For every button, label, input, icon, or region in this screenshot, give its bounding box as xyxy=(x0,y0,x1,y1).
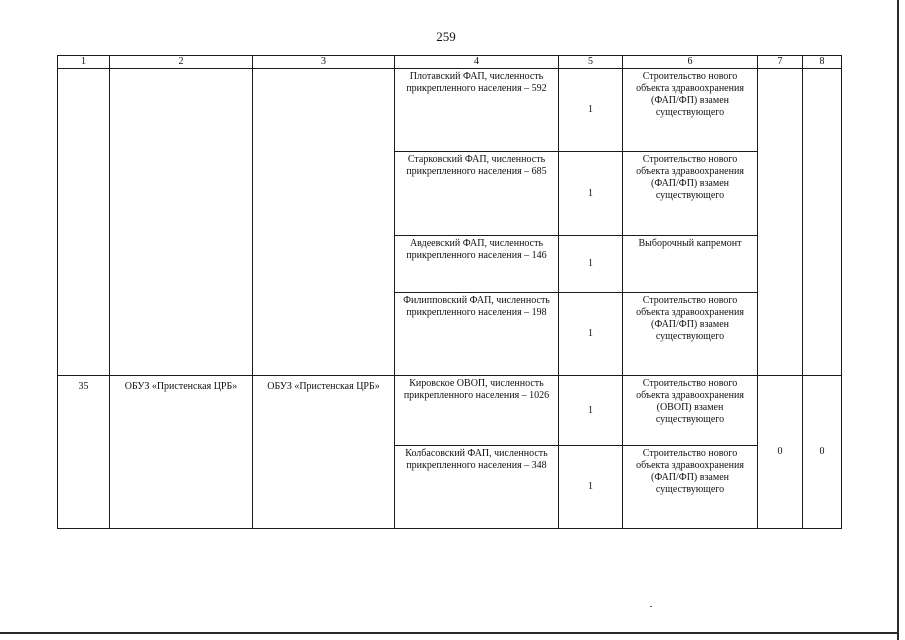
scan-speck xyxy=(650,606,652,607)
cell-count: 1 xyxy=(559,293,623,376)
header-col-7: 7 xyxy=(758,56,803,69)
header-col-5: 5 xyxy=(559,56,623,69)
header-col-3: 3 xyxy=(253,56,395,69)
header-col-6: 6 xyxy=(623,56,758,69)
header-col-4: 4 xyxy=(395,56,559,69)
data-table xyxy=(57,55,842,529)
page-number: 259 xyxy=(436,29,456,44)
cell-action: Строительство нового объекта здравоохранения (ОВОП) взамен существующего xyxy=(623,376,758,446)
cell-action: Строительство нового объекта здравоохранения (ФАП/ФП) взамен существующего xyxy=(623,69,758,152)
cell-col8 xyxy=(803,69,842,376)
cell-count: 1 xyxy=(559,446,623,529)
table-row xyxy=(58,376,842,446)
header-col-1: 1 xyxy=(58,56,110,69)
cell-facility: Плотавский ФАП, численность прикрепленного населения – 592 xyxy=(395,69,559,152)
cell-facility: Старковский ФАП, численность прикрепленного населения – 685 xyxy=(395,152,559,236)
cell-org-col2: ОБУЗ «Пристенская ЦРБ» xyxy=(110,376,253,529)
cell-action: Строительство нового объекта здравоохранения (ФАП/ФП) взамен существующего xyxy=(623,293,758,376)
cell-facility: Филипповский ФАП, численность прикрепленного населения – 198 xyxy=(395,293,559,376)
cell-col7: 0 xyxy=(758,376,803,529)
header-col-8: 8 xyxy=(803,56,842,69)
cell-number xyxy=(58,69,110,376)
cell-action: Строительство нового объекта здравоохранения (ФАП/ФП) взамен существующего xyxy=(623,446,758,529)
cell-action: Строительство нового объекта здравоохранения (ФАП/ФП) взамен существующего xyxy=(623,152,758,236)
cell-org-col2 xyxy=(110,69,253,376)
cell-action: Выборочный капремонт xyxy=(623,236,758,293)
table-row xyxy=(58,69,842,152)
scan-edge-right xyxy=(897,0,899,640)
cell-count: 1 xyxy=(559,69,623,152)
cell-count: 1 xyxy=(559,236,623,293)
cell-col8: 0 xyxy=(803,376,842,529)
cell-count: 1 xyxy=(559,152,623,236)
cell-org-col3: ОБУЗ «Пристенская ЦРБ» xyxy=(253,376,395,529)
cell-number: 35 xyxy=(58,376,110,529)
cell-org-col3 xyxy=(253,69,395,376)
cell-facility: Авдеевский ФАП, численность прикрепленного населения – 146 xyxy=(395,236,559,293)
cell-col7 xyxy=(758,69,803,376)
cell-count: 1 xyxy=(559,376,623,446)
cell-facility: Кировское ОВОП, численность прикрепленного населения – 1026 xyxy=(395,376,559,446)
header-col-2: 2 xyxy=(110,56,253,69)
cell-facility: Колбасовский ФАП, численность прикрепленного населения – 348 xyxy=(395,446,559,529)
header-row xyxy=(58,56,842,69)
scan-edge-bottom xyxy=(0,632,899,634)
